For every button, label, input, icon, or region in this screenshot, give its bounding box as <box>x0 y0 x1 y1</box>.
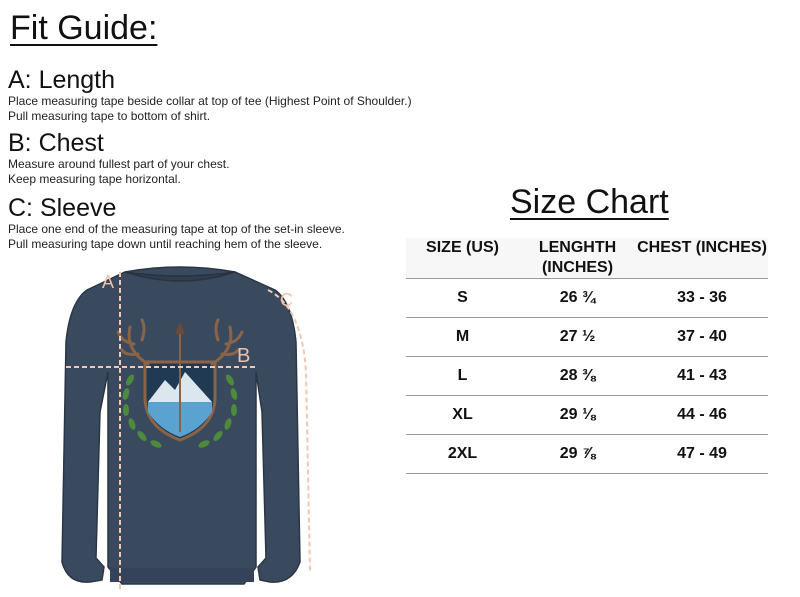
cell-chest: 41 - 43 <box>636 357 768 396</box>
cell-length: 28 ⅜ <box>519 357 636 396</box>
cell-length: 29 ⅞ <box>519 435 636 474</box>
size-chart-title: Size Chart <box>510 183 669 221</box>
section-sleeve-heading: C: Sleeve <box>8 194 117 222</box>
cell-size: L <box>406 357 519 396</box>
section-chest-line-2: Keep measuring tape horizontal. <box>8 172 181 186</box>
size-chart-header-row <box>406 238 768 279</box>
table-row <box>406 318 768 357</box>
section-chest <box>8 129 229 187</box>
header-chest: CHEST (INCHES) <box>636 238 768 279</box>
section-length-line-1: Place measuring tape beside collar at top of tee (Highest Point of Shoulder.) <box>8 94 412 108</box>
table-row <box>406 435 768 474</box>
section-length-line-2: Pull measuring tape to bottom of shirt. <box>8 109 211 123</box>
cell-chest: 33 - 36 <box>636 279 768 318</box>
cell-length: 27 ½ <box>519 318 636 357</box>
section-sleeve <box>8 194 345 252</box>
cell-chest: 37 - 40 <box>636 318 768 357</box>
size-chart-table <box>406 238 768 474</box>
table-row <box>406 396 768 435</box>
sweater-hem <box>110 568 254 582</box>
cell-length: 26 ¾ <box>519 279 636 318</box>
fit-guide-title: Fit Guide: <box>10 9 158 47</box>
cell-size: 2XL <box>406 435 519 474</box>
cell-chest: 44 - 46 <box>636 396 768 435</box>
sweater-diagram <box>30 262 330 592</box>
cell-size: XL <box>406 396 519 435</box>
cell-length: 29 ⅛ <box>519 396 636 435</box>
label-a: A <box>102 272 115 292</box>
section-sleeve-line-2: Pull measuring tape down until reaching hem of the sleeve. <box>8 237 323 251</box>
header-size: SIZE (US) <box>406 238 519 279</box>
label-c: C <box>280 290 293 310</box>
section-sleeve-line-1: Place one end of the measuring tape at top of the set-in sleeve. <box>8 222 345 236</box>
header-length: LENGHTH (INCHES) <box>519 238 636 279</box>
section-length <box>8 66 412 124</box>
cell-chest: 47 - 49 <box>636 435 768 474</box>
label-b: B <box>237 345 251 367</box>
table-row <box>406 357 768 396</box>
section-chest-heading: B: Chest <box>8 129 104 157</box>
section-length-heading: A: Length <box>8 66 116 94</box>
cell-size: S <box>406 279 519 318</box>
table-row <box>406 279 768 318</box>
cell-size: M <box>406 318 519 357</box>
section-chest-line-1: Measure around fullest part of your chest. <box>8 157 230 171</box>
